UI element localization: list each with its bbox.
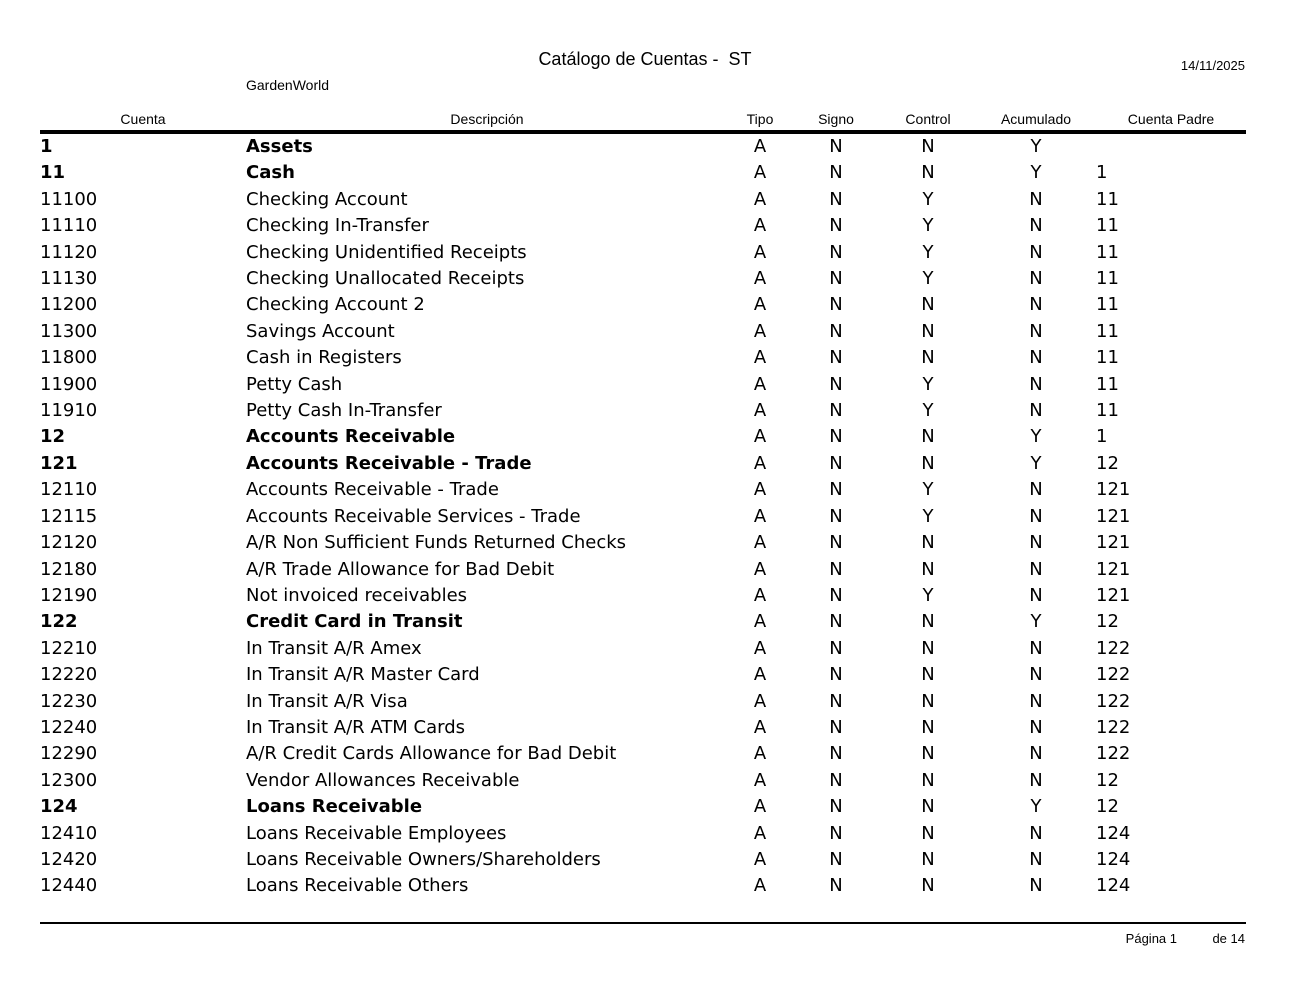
table-row (40, 345, 1246, 371)
footer-rule (40, 922, 1246, 924)
cell-signo: N (829, 215, 843, 237)
cell-cuenta: 12240 (40, 716, 98, 738)
cell-cuenta: 12300 (40, 769, 98, 791)
table-row (40, 160, 1246, 186)
cell-descripcion: In Transit A/R ATM Cards (246, 716, 466, 738)
cell-acumulado: N (1029, 822, 1043, 844)
cell-acumulado: Y (1030, 136, 1042, 157)
cell-acumulado: N (1029, 558, 1043, 580)
cell-cuenta: 12410 (40, 822, 98, 844)
cell-cuenta-padre: 122 (1096, 664, 1131, 686)
col-header-acumulado: Acumulado (1000, 111, 1072, 127)
cell-tipo: A (753, 611, 767, 633)
cell-acumulado: N (1029, 241, 1043, 263)
cell-signo: N (829, 611, 843, 633)
cell-control: Y (922, 241, 934, 263)
cell-acumulado: N (1029, 584, 1043, 606)
cell-descripcion: Checking Unallocated Receipts (246, 268, 525, 290)
cell-tipo: A (753, 452, 767, 474)
cell-descripcion: Loans Receivable (246, 796, 423, 818)
cell-cuenta: 11900 (40, 373, 98, 395)
cell-descripcion: A/R Credit Cards Allowance for Bad Debit (246, 743, 617, 765)
table-row (40, 609, 1246, 635)
cell-acumulado: N (1029, 268, 1043, 290)
cell-tipo: A (753, 558, 767, 580)
report-title: Catálogo de Cuentas - ST (538, 49, 752, 69)
cell-control: N (921, 848, 935, 870)
cell-signo: N (829, 716, 843, 738)
cell-tipo: A (753, 294, 767, 316)
cell-cuenta-padre: 121 (1096, 584, 1131, 606)
table-row (40, 873, 1246, 899)
cell-cuenta-padre: 11 (1096, 320, 1119, 342)
cell-control: N (921, 320, 935, 342)
cell-tipo: A (753, 637, 767, 659)
cell-control: N (921, 611, 935, 633)
table-body (40, 132, 1246, 900)
cell-signo: N (829, 188, 843, 210)
accounts-table (40, 102, 1246, 900)
cell-tipo: A (753, 347, 767, 369)
cell-cuenta: 121 (40, 452, 78, 474)
cell-acumulado: Y (1030, 162, 1042, 184)
cell-cuenta-padre: 12 (1096, 796, 1119, 818)
cell-tipo: A (753, 848, 767, 870)
cell-acumulado: N (1029, 664, 1043, 686)
cell-control: Y (922, 373, 934, 395)
cell-descripcion: A/R Non Sufficient Funds Returned Checks (246, 532, 627, 554)
table-row (40, 530, 1246, 556)
table-row (40, 398, 1246, 424)
cell-tipo: A (753, 188, 767, 210)
cell-acumulado: N (1029, 188, 1043, 210)
cell-tipo: A (753, 320, 767, 342)
cell-signo: N (829, 769, 843, 791)
cell-cuenta-padre: 121 (1096, 558, 1131, 580)
cell-control: N (921, 426, 935, 448)
cell-descripcion: A/R Trade Allowance for Bad Debit (246, 558, 555, 580)
table-row (40, 583, 1246, 609)
cell-signo: N (829, 796, 843, 818)
cell-signo: N (829, 479, 843, 501)
cell-acumulado: N (1029, 505, 1043, 527)
col-header-cuenta-padre: Cuenta Padre (1127, 111, 1215, 127)
cell-cuenta: 12110 (40, 479, 98, 501)
cell-tipo: A (753, 479, 767, 501)
cell-cuenta-padre: 124 (1096, 848, 1131, 870)
table-row (40, 662, 1246, 688)
cell-tipo: A (753, 875, 767, 897)
cell-descripcion: Loans Receivable Owners/Shareholders (246, 848, 601, 870)
cell-cuenta: 122 (40, 611, 78, 633)
client-name: GardenWorld (246, 77, 330, 93)
cell-control: Y (922, 400, 934, 422)
cell-signo: N (829, 162, 843, 184)
table-row (40, 187, 1246, 213)
cell-tipo: A (753, 716, 767, 738)
cell-acumulado: N (1029, 373, 1043, 395)
cell-tipo: A (753, 241, 767, 263)
cell-cuenta-padre: 121 (1096, 479, 1131, 501)
cell-acumulado: N (1029, 848, 1043, 870)
cell-signo: N (829, 848, 843, 870)
cell-cuenta: 12190 (40, 584, 98, 606)
cell-cuenta: 12220 (40, 664, 98, 686)
table-row (40, 292, 1246, 318)
cell-descripcion: Checking In-Transfer (246, 215, 429, 237)
cell-acumulado: N (1029, 400, 1043, 422)
cell-control: N (921, 690, 935, 712)
cell-tipo: A (753, 690, 767, 712)
cell-signo: N (829, 584, 843, 606)
cell-cuenta: 12440 (40, 875, 98, 897)
footer-page-number: Página 1 (1125, 931, 1177, 946)
footer-page-total: de 14 (1212, 931, 1245, 946)
cell-tipo: A (753, 664, 767, 686)
cell-acumulado: N (1029, 215, 1043, 237)
cell-control: N (921, 822, 935, 844)
cell-cuenta-padre: 121 (1096, 532, 1131, 554)
cell-control: Y (922, 268, 934, 290)
table-row (40, 240, 1246, 266)
cell-acumulado: N (1029, 637, 1043, 659)
cell-control: N (921, 716, 935, 738)
cell-cuenta: 11800 (40, 347, 98, 369)
table-row (40, 424, 1246, 450)
cell-tipo: A (753, 136, 767, 157)
col-header-control: Control (905, 111, 951, 127)
cell-control: N (921, 294, 935, 316)
table-header (40, 102, 1246, 132)
cell-cuenta-padre: 11 (1096, 400, 1119, 422)
cell-signo: N (829, 822, 843, 844)
table-row (40, 372, 1246, 398)
table-header-row (40, 102, 1246, 132)
cell-acumulado: N (1029, 769, 1043, 791)
cell-acumulado: N (1029, 716, 1043, 738)
cell-acumulado: Y (1030, 426, 1042, 448)
cell-descripcion: Cash in Registers (246, 347, 402, 369)
cell-control: N (921, 532, 935, 554)
table-row (40, 451, 1246, 477)
cell-descripcion: Accounts Receivable - Trade (246, 452, 532, 474)
table-row (40, 636, 1246, 662)
cell-descripcion: Cash (246, 162, 295, 184)
cell-tipo: A (753, 505, 767, 527)
cell-cuenta: 11130 (40, 268, 98, 290)
table-row (40, 821, 1246, 847)
cell-cuenta-padre (1096, 132, 1246, 160)
cell-signo: N (829, 294, 843, 316)
cell-signo: N (829, 241, 843, 263)
cell-descripcion: Loans Receivable Others (246, 875, 469, 897)
cell-cuenta-padre: 124 (1096, 822, 1131, 844)
cell-cuenta-padre: 122 (1096, 716, 1131, 738)
cell-acumulado: N (1029, 875, 1043, 897)
cell-signo: N (829, 136, 843, 157)
cell-tipo: A (753, 584, 767, 606)
cell-descripcion: Checking Unidentified Receipts (246, 241, 527, 263)
cell-cuenta-padre: 12 (1096, 769, 1119, 791)
table-row (40, 768, 1246, 794)
cell-signo: N (829, 505, 843, 527)
cell-acumulado: N (1029, 479, 1043, 501)
col-header-cuenta: Cuenta (120, 111, 166, 127)
table-row (40, 715, 1246, 741)
cell-control: Y (922, 215, 934, 237)
cell-tipo: A (753, 743, 767, 765)
cell-cuenta-padre: 122 (1096, 690, 1131, 712)
cell-control: Y (922, 188, 934, 210)
cell-cuenta-padre: 11 (1096, 188, 1119, 210)
cell-cuenta-padre: 12 (1096, 452, 1119, 474)
cell-cuenta: 11 (40, 162, 66, 184)
table-row (40, 847, 1246, 873)
cell-cuenta: 11910 (40, 400, 98, 422)
cell-descripcion: Checking Account (246, 188, 408, 210)
cell-acumulado: Y (1030, 611, 1042, 633)
cell-descripcion: Assets (246, 136, 313, 157)
cell-acumulado: N (1029, 743, 1043, 765)
cell-signo: N (829, 426, 843, 448)
cell-acumulado: Y (1030, 452, 1042, 474)
cell-descripcion: Accounts Receivable (246, 426, 456, 448)
cell-control: N (921, 743, 935, 765)
cell-descripcion: Loans Receivable Employees (246, 822, 507, 844)
cell-descripcion: In Transit A/R Amex (246, 637, 422, 659)
cell-tipo: A (753, 400, 767, 422)
cell-signo: N (829, 875, 843, 897)
cell-tipo: A (753, 426, 767, 448)
cell-control: Y (922, 479, 934, 501)
cell-cuenta-padre: 11 (1096, 294, 1119, 316)
cell-cuenta: 12180 (40, 558, 98, 580)
cell-acumulado: N (1029, 690, 1043, 712)
cell-tipo: A (753, 162, 767, 184)
cell-descripcion: Petty Cash (246, 373, 343, 395)
cell-descripcion: Accounts Receivable - Trade (246, 479, 499, 501)
cell-cuenta: 12 (40, 426, 66, 448)
cell-cuenta-padre: 121 (1096, 505, 1131, 527)
cell-cuenta: 12120 (40, 532, 98, 554)
cell-cuenta: 11120 (40, 241, 98, 263)
cell-cuenta: 1 (40, 136, 53, 157)
table-row (40, 266, 1246, 292)
cell-cuenta: 12210 (40, 637, 98, 659)
cell-cuenta: 11110 (40, 215, 98, 237)
cell-cuenta: 12230 (40, 690, 98, 712)
cell-descripcion: Accounts Receivable Services - Trade (246, 505, 581, 527)
cell-tipo: A (753, 796, 767, 818)
cell-tipo: A (753, 822, 767, 844)
cell-signo: N (829, 532, 843, 554)
cell-signo: N (829, 320, 843, 342)
col-header-signo: Signo (818, 111, 854, 127)
cell-signo: N (829, 558, 843, 580)
cell-tipo: A (753, 769, 767, 791)
table-row (40, 213, 1246, 239)
cell-signo: N (829, 400, 843, 422)
cell-cuenta-padre: 11 (1096, 241, 1119, 263)
cell-cuenta-padre: 122 (1096, 743, 1131, 765)
table-row (40, 477, 1246, 503)
cell-descripcion: Credit Card in Transit (246, 611, 463, 633)
cell-signo: N (829, 664, 843, 686)
cell-control: N (921, 875, 935, 897)
cell-signo: N (829, 743, 843, 765)
cell-cuenta-padre: 11 (1096, 268, 1119, 290)
cell-descripcion: Vendor Allowances Receivable (246, 769, 520, 791)
cell-cuenta-padre: 124 (1096, 875, 1131, 897)
cell-control: N (921, 136, 935, 157)
cell-cuenta: 11300 (40, 320, 98, 342)
cell-control: N (921, 162, 935, 184)
cell-descripcion: Petty Cash In-Transfer (246, 400, 442, 422)
cell-cuenta-padre: 1 (1096, 162, 1108, 184)
cell-signo: N (829, 347, 843, 369)
cell-cuenta-padre: 11 (1096, 215, 1119, 237)
cell-control: Y (922, 584, 934, 606)
cell-descripcion: Not invoiced receivables (246, 584, 468, 606)
cell-signo: N (829, 637, 843, 659)
table-row (40, 689, 1246, 715)
cell-cuenta: 11200 (40, 294, 98, 316)
cell-cuenta: 11100 (40, 188, 98, 210)
table-row (40, 319, 1246, 345)
cell-cuenta-padre: 11 (1096, 347, 1119, 369)
cell-acumulado: Y (1030, 796, 1042, 818)
cell-control: N (921, 347, 935, 369)
cell-cuenta-padre: 12 (1096, 611, 1119, 633)
cell-cuenta-padre: 1 (1096, 426, 1108, 448)
table-row (40, 557, 1246, 583)
cell-descripcion: In Transit A/R Visa (246, 690, 408, 712)
cell-acumulado: N (1029, 320, 1043, 342)
table-row (40, 504, 1246, 530)
cell-descripcion: Savings Account (246, 320, 395, 342)
cell-signo: N (829, 690, 843, 712)
cell-signo: N (829, 268, 843, 290)
cell-tipo: A (753, 215, 767, 237)
cell-signo: N (829, 452, 843, 474)
cell-acumulado: N (1029, 347, 1043, 369)
col-header-tipo: Tipo (746, 111, 774, 127)
table-row (40, 741, 1246, 767)
cell-cuenta: 12290 (40, 743, 98, 765)
cell-cuenta-padre: 122 (1096, 637, 1131, 659)
cell-control: N (921, 796, 935, 818)
cell-descripcion: Checking Account 2 (246, 294, 425, 316)
cell-control: N (921, 769, 935, 791)
table-row (40, 132, 1246, 160)
cell-control: N (921, 452, 935, 474)
cell-cuenta: 12420 (40, 848, 98, 870)
cell-tipo: A (753, 373, 767, 395)
cell-cuenta: 12115 (40, 505, 98, 527)
cell-control: N (921, 637, 935, 659)
cell-control: N (921, 558, 935, 580)
cell-cuenta-padre: 11 (1096, 373, 1119, 395)
cell-acumulado: N (1029, 532, 1043, 554)
cell-tipo: A (753, 532, 767, 554)
cell-cuenta: 124 (40, 796, 78, 818)
cell-control: N (921, 664, 935, 686)
cell-acumulado: N (1029, 294, 1043, 316)
cell-tipo: A (753, 268, 767, 290)
cell-control: Y (922, 505, 934, 527)
report-date: 14/11/2025 (1180, 58, 1245, 73)
cell-descripcion: In Transit A/R Master Card (246, 664, 480, 686)
table-row (40, 794, 1246, 820)
col-header-descripcion: Descripción (450, 111, 524, 127)
cell-signo: N (829, 373, 843, 395)
